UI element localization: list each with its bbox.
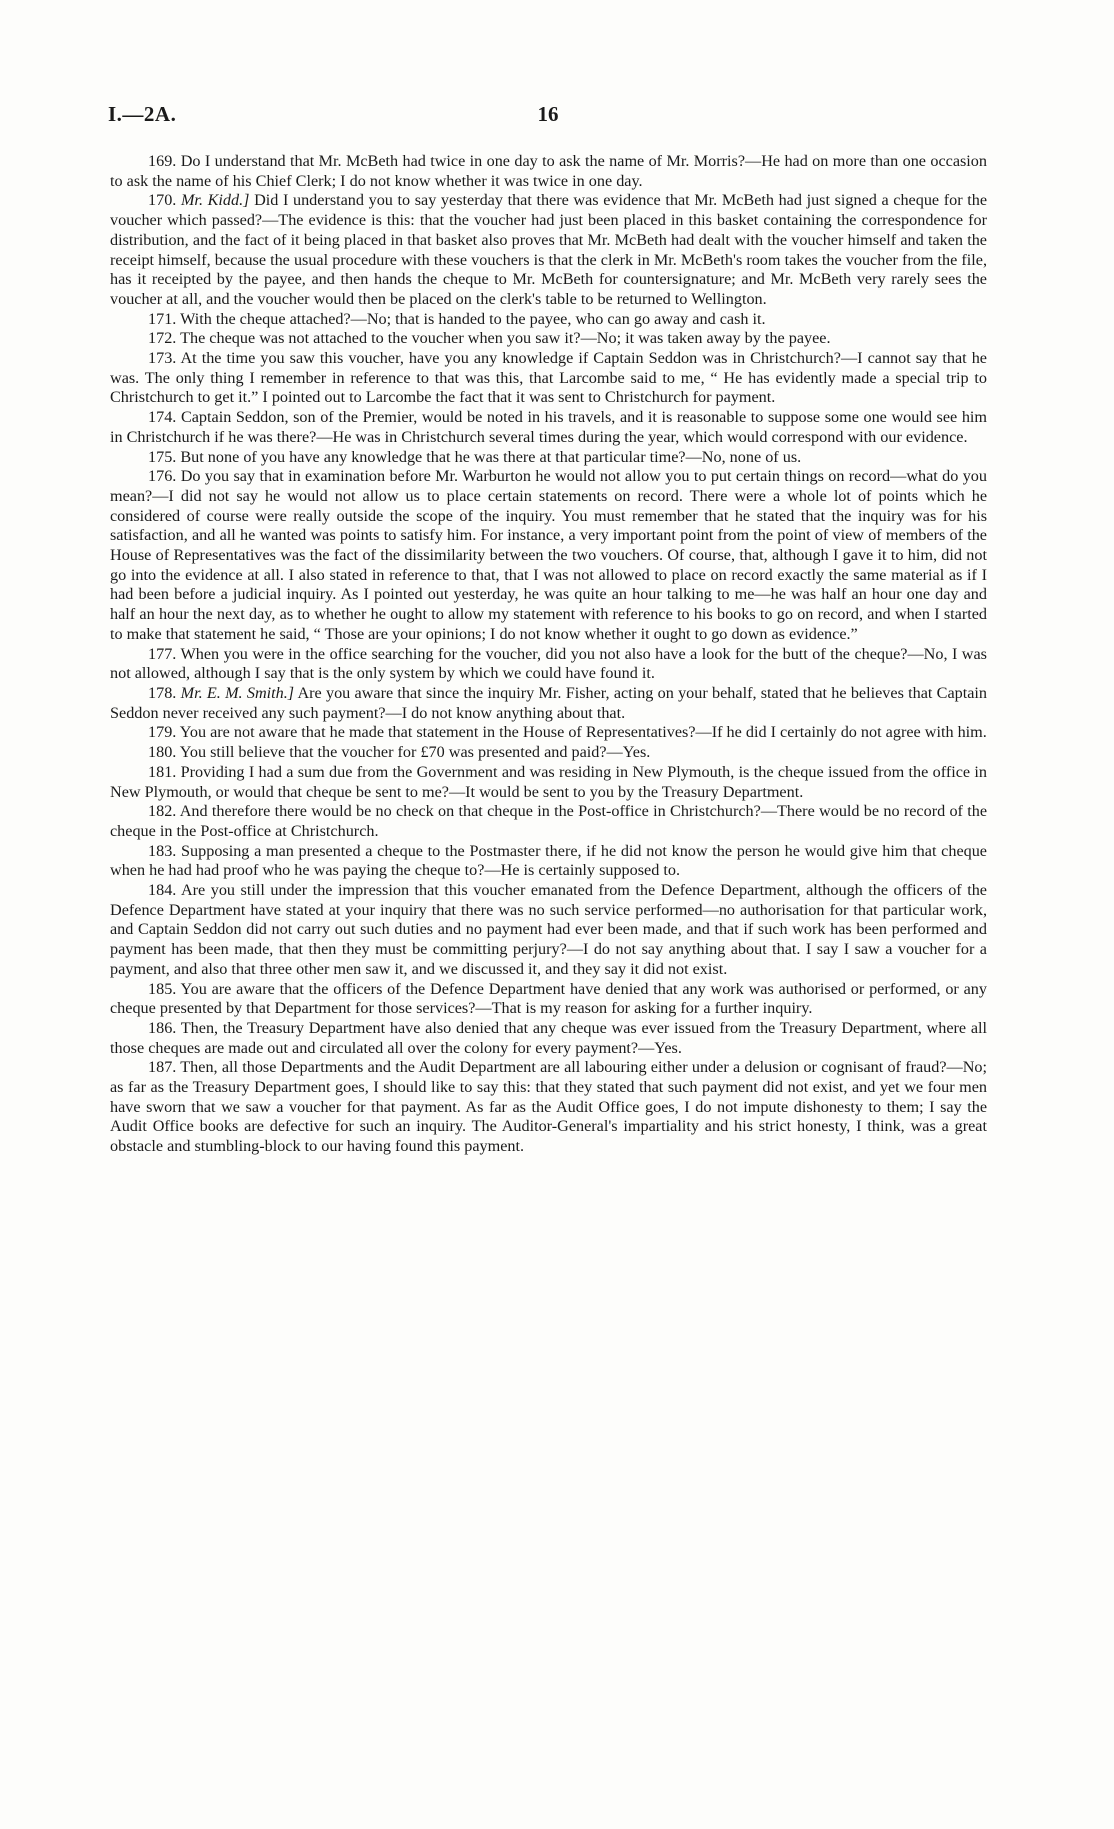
question-text: Are you aware that since the inquiry Mr. Fisher, acting on your behalf, stated that he believes that Captain Seddon never received any such payment?—I do not know anything about that. [110, 683, 988, 722]
question-text: With the cheque attached?—No; that is handed to the payee, who can go away and cash it. [180, 309, 766, 328]
question-text: Do you say that in examination before Mr. Warburton he would not allow you to put certain things on record—what do you mean?—I did not say he would not allow us to place certain statements on record. There were a whole lot of points which he considered of course were really outside the scope of the inquiry. You must remember that he stated that the inquiry was for his satisfaction, and all he wanted was points to satisfy him. For instance, a very important point from the point of view of members of the House of Representatives was the fact of the dissimilarity between the two vouchers. Of course, that, although I gave it to him, did not go into the evidence at all. I also stated in reference to that, that I was not allowed to place on record exactly the same material as if I had been before a judicial inquiry. As I pointed out yesterday, he was quite an hour talking to me—he was half an hour one day and half an hour the next day, as to whether he ought to allow my statement with reference to his books to go on record, and when I started to make that statement he said, “ Those are your opinions; I do not know whether it ought to go down as evidence.” [110, 467, 987, 643]
qa-paragraph-184 [110, 881, 987, 980]
qa-paragraph-175 [110, 448, 987, 468]
question-text: Do I understand that Mr. McBeth had twice in one day to ask the name of Mr. Morris?—He had on more than one occasion to ask the name of his Chief Clerk; I do not know whether it was twice in one day. [110, 152, 987, 190]
page-number: 16 [537, 102, 559, 126]
question-number: 181. [148, 762, 177, 781]
question-text: Then, the Treasury Department have also denied that any cheque was ever issued from the Treasury Department, where all those cheques are made out and circulated all over the colony for every payment?—Yes. [110, 1018, 987, 1057]
qa-paragraph-173 [110, 349, 987, 408]
question-number: 179. [148, 723, 177, 742]
qa-paragraph-170 [110, 191, 987, 309]
question-number: 173. [148, 349, 177, 368]
question-number: 169. [148, 152, 177, 170]
question-number: 184. [148, 881, 177, 900]
qa-paragraph-169 [110, 152, 987, 191]
question-number: 174. [148, 408, 177, 427]
question-text: Did I understand you to say yesterday that there was evidence that Mr. McBeth had just signed a cheque for the voucher which passed?—The evidence is this: that the voucher had just been placed in this basket containing the correspondence for distribution, and the fact of it being placed in that basket also proves that Mr. McBeth had dealt with the voucher himself and taken the receipt himself, because the usual procedure with these vouchers is that the clerk in Mr. McBeth's room takes the voucher from the file, has it receipted by the payee, and then hands the cheque to Mr. McBeth for countersignature; and Mr. McBeth very rarely sees the voucher at all, and the voucher would then be placed on the clerk's table to be returned to Wellington. [110, 191, 987, 308]
question-number: 176. [148, 467, 177, 486]
question-text: And therefore there would be no check on that cheque in the Post-office in Christchurch?—There would be no record of the cheque in the Post-office at Christchurch. [110, 802, 988, 840]
qa-paragraph-171 [110, 310, 987, 330]
question-text: You are aware that the officers of the Defence Department have denied that any work was authorised or performed, or any cheque presented by that Department for those services?—That is my reason for asking for a further inquiry. [110, 979, 987, 1018]
question-text: You still believe that the voucher for £70 was presented and paid?—Yes. [179, 743, 651, 762]
question-text: Then, all those Departments and the Audit Department are all labouring either under a delusion or cognisant of fraud?—No; as far as the Treasury Department goes, I should like to say this: that they stated that such payment did not exist, and yet we four men have sworn that we saw a voucher for that payment. As far as the Audit Office goes, I do not impute dishonesty to them; I say the Audit Office books are defective for such an inquiry. The Auditor-General's impartiality and his strict honesty, I think, was a great obstacle and stumbling-block to our having found this payment. [110, 1058, 987, 1156]
question-number: 186. [148, 1018, 177, 1037]
qa-paragraph-178 [110, 684, 987, 723]
qa-paragraph-174 [110, 408, 987, 447]
question-text: The cheque was not attached to the voucher when you saw it?—No; it was taken away by the payee. [180, 329, 831, 348]
question-number: 171. [148, 309, 177, 328]
question-text: Supposing a man presented a cheque to the Postmaster there, if he did not know the person he would give him that cheque when he had had proof who he was paying the cheque to?—He is certainly supposed to. [110, 841, 987, 880]
question-number: 172. [148, 329, 177, 348]
qa-paragraph-179 [110, 723, 987, 743]
question-number: 187. [148, 1058, 177, 1077]
question-text: At the time you saw this voucher, have you any knowledge if Captain Seddon was in Christchurch?—I cannot say that he was. The only thing I remember in reference to that was this, that Larcombe said to me, “ He has evidently made a special trip to Christchurch to get it.” I pointed out to Larcombe the fact that it was sent to Christchurch for payment. [110, 349, 987, 407]
qa-paragraph-185 [110, 980, 987, 1019]
qa-paragraph-177 [110, 645, 987, 684]
qa-paragraph-180 [110, 743, 987, 763]
question-text: When you were in the office searching for the voucher, did you not also have a look for the butt of the cheque?—No, I was not allowed, although I say that is the only system by which we could have found it. [110, 644, 987, 683]
speaker-name: Mr. E. M. Smith.] [180, 683, 295, 702]
question-text: Captain Seddon, son of the Premier, would be noted in his travels, and it is reasonable to suppose some one would see him in Christchurch if he was there?—He was in Christchurch several times during the year, which would correspond with our evidence. [110, 408, 988, 446]
document-body [110, 152, 987, 1157]
document-reference: I.—2A. [108, 102, 177, 126]
question-number: 170. [148, 191, 177, 210]
question-text: But none of you have any knowledge that he was there at that particular time?—No, none of us. [180, 447, 802, 466]
question-number: 183. [148, 841, 177, 860]
qa-paragraph-172 [110, 329, 987, 349]
qa-paragraph-181 [110, 763, 987, 802]
question-number: 182. [148, 802, 177, 821]
speaker-name: Mr. Kidd.] [180, 191, 250, 210]
qa-paragraph-187 [110, 1058, 987, 1157]
qa-paragraph-182 [110, 802, 987, 841]
qa-paragraph-186 [110, 1019, 987, 1058]
qa-paragraph-176 [110, 467, 987, 644]
question-number: 177. [148, 644, 177, 663]
question-text: Providing I had a sum due from the Government and was residing in New Plymouth, is the cheque issued from the office in New Plymouth, or would that cheque be sent to me?—It would be sent to you by the Treasury Department. [110, 762, 988, 801]
page-header [108, 102, 988, 132]
question-number: 175. [148, 447, 177, 466]
question-number: 180. [148, 743, 177, 762]
question-text: You are not aware that he made that statement in the House of Representatives?—If he did I certainly do not agree with him. [179, 723, 987, 742]
question-number: 185. [148, 979, 177, 998]
question-text: Are you still under the impression that this voucher emanated from the Defence Department, although the officers of the Defence Department have stated at your inquiry that there was no such service performed—no authorisation for that particular work, and Captain Seddon did not carry out such duties and no payment had ever been made, and that if such work has been performed and payment has been made, that then they must be committing perjury?—I do not say anything about that. I say I saw a voucher for a payment, and also that three other men saw it, and we discussed it, and they say it did not exist. [110, 881, 987, 978]
question-number: 178. [148, 683, 177, 702]
qa-paragraph-183 [110, 842, 987, 881]
